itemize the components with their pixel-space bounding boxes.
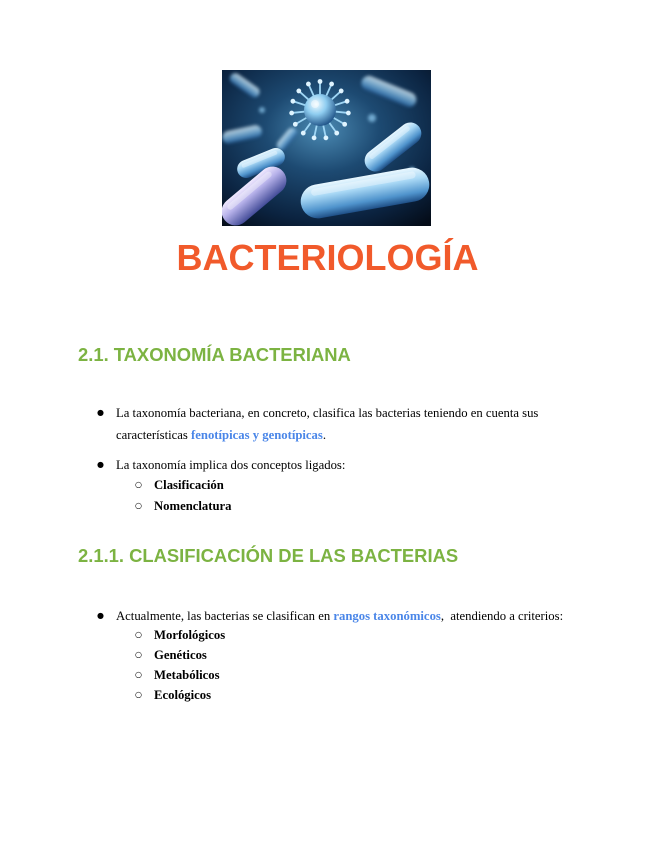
sub-list-item xyxy=(135,685,535,705)
sub-bullet-marker: ○ xyxy=(135,480,142,489)
bullet-text-end: , atendiendo a criterios: xyxy=(440,609,564,623)
bacteria-image xyxy=(222,70,431,226)
bullet-text-start: Actualmente, las bacterias se clasifican en xyxy=(116,609,334,623)
sub-item-text: Clasificación xyxy=(154,478,224,492)
sub-list-item xyxy=(135,625,535,645)
sub-bullet-marker: ○ xyxy=(135,630,142,639)
sub-item-text: Ecológicos xyxy=(154,688,212,702)
sub-item-text: Morfológicos xyxy=(154,628,226,642)
list-item xyxy=(97,402,600,446)
sub-list-item xyxy=(135,496,535,516)
sub-item-text: Metabólicos xyxy=(154,668,220,682)
bullet-marker: ● xyxy=(97,611,104,620)
sub-bullet-marker: ○ xyxy=(135,650,142,659)
sub-list-item xyxy=(135,475,535,495)
highlight-text: rangos taxonómicos xyxy=(333,609,441,623)
list-item xyxy=(97,455,600,475)
highlight-text: fenotípicas y genotípicas xyxy=(191,428,323,442)
sub-item-text: Nomenclatura xyxy=(154,499,232,513)
section-heading-clasificacion: 2.1.1. CLASIFICACIÓN DE LAS BACTERIAS xyxy=(78,545,459,566)
bullet-marker: ● xyxy=(97,408,104,417)
sub-list-item xyxy=(135,645,535,665)
list-item xyxy=(97,606,600,626)
sub-bullet-marker: ○ xyxy=(135,690,142,699)
bullet-text-end: . xyxy=(322,428,327,442)
bullet-text: La taxonomía implica dos conceptos ligados: xyxy=(116,458,346,472)
bullet-marker: ● xyxy=(97,460,104,469)
sub-bullet-marker: ○ xyxy=(135,670,142,679)
bullet-text xyxy=(116,606,600,626)
bullet-text xyxy=(116,402,600,446)
document-title: BACTERIOLOGÍA xyxy=(176,237,479,278)
section-heading-taxonomia: 2.1. TAXONOMÍA BACTERIANA xyxy=(78,344,351,365)
bullet-text-start: La taxonomía bacteriana, en concreto, clasifica las bacterias teniendo en cuenta sus características xyxy=(116,406,539,442)
sub-list-item xyxy=(135,665,535,685)
sub-item-text: Genéticos xyxy=(154,648,207,662)
sub-bullet-marker: ○ xyxy=(135,501,142,510)
bacteria-illustration xyxy=(222,70,431,226)
